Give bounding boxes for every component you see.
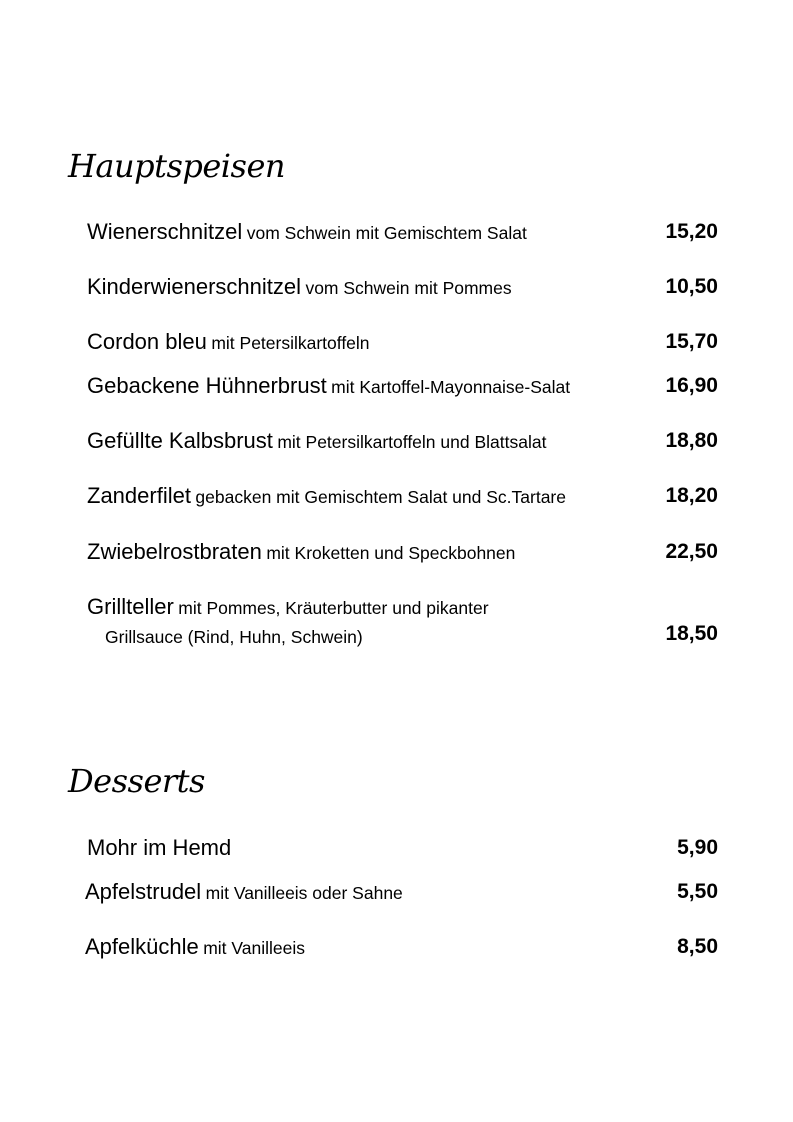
dish-description-continued: Grillsauce (Rind, Huhn, Schwein) bbox=[105, 627, 363, 647]
dish-description: mit Kroketten und Speckbohnen bbox=[266, 543, 516, 563]
menu-item bbox=[0, 426, 793, 456]
menu-item bbox=[0, 537, 793, 567]
dish-price: 8,50 bbox=[677, 935, 718, 958]
dish-price: 15,20 bbox=[665, 220, 718, 243]
menu-item bbox=[0, 592, 793, 652]
dish-description: mit Pommes, Kräuterbutter und pikanter bbox=[178, 598, 489, 618]
dish-name: Zanderfilet bbox=[87, 483, 191, 508]
dish-price: 15,70 bbox=[665, 330, 718, 353]
dish-description: mit Petersilkartoffeln bbox=[211, 333, 370, 353]
dish-price: 18,50 bbox=[665, 622, 718, 645]
menu-item bbox=[0, 327, 793, 357]
section-title-hauptspeisen: Hauptspeisen bbox=[68, 147, 285, 185]
dish-description: mit Petersilkartoffeln und Blattsalat bbox=[277, 432, 547, 452]
dish-name: Zwiebelrostbraten bbox=[87, 539, 262, 564]
dish-name: Wienerschnitzel bbox=[87, 219, 243, 244]
dish-name: Cordon bleu bbox=[87, 329, 207, 354]
dish-price: 22,50 bbox=[665, 540, 718, 563]
dish-name: Gefüllte Kalbsbrust bbox=[87, 428, 273, 453]
menu-item bbox=[0, 371, 793, 401]
menu-item bbox=[0, 272, 793, 302]
dish-price: 16,90 bbox=[665, 374, 718, 397]
dish-description: gebacken mit Gemischtem Salat und Sc.Tartare bbox=[195, 487, 566, 507]
menu-item bbox=[0, 932, 793, 962]
dish-name: Gebackene Hühnerbrust bbox=[87, 373, 327, 398]
dish-description: mit Kartoffel-Mayonnaise-Salat bbox=[331, 377, 571, 397]
dish-description: mit Vanilleeis oder Sahne bbox=[205, 883, 403, 903]
dish-description: vom Schwein mit Gemischtem Salat bbox=[246, 223, 527, 243]
dish-name: Apfelstrudel bbox=[85, 879, 202, 904]
dish-price: 18,20 bbox=[665, 484, 718, 507]
menu-item bbox=[0, 833, 793, 863]
dish-price: 10,50 bbox=[665, 275, 718, 298]
dish-price: 5,90 bbox=[677, 836, 718, 859]
menu-item bbox=[0, 217, 793, 247]
dish-description: mit Vanilleeis bbox=[203, 938, 305, 958]
dish-price: 18,80 bbox=[665, 429, 718, 452]
dish-description: vom Schwein mit Pommes bbox=[305, 278, 512, 298]
dish-name: Mohr im Hemd bbox=[87, 835, 232, 860]
section-title-desserts: Desserts bbox=[68, 762, 205, 800]
dish-name: Grillteller bbox=[87, 594, 174, 619]
dish-price: 5,50 bbox=[677, 880, 718, 903]
dish-name: Kinderwienerschnitzel bbox=[87, 274, 301, 299]
dish-name: Apfelküchle bbox=[85, 934, 199, 959]
menu-item bbox=[0, 481, 793, 511]
menu-item bbox=[0, 877, 793, 907]
